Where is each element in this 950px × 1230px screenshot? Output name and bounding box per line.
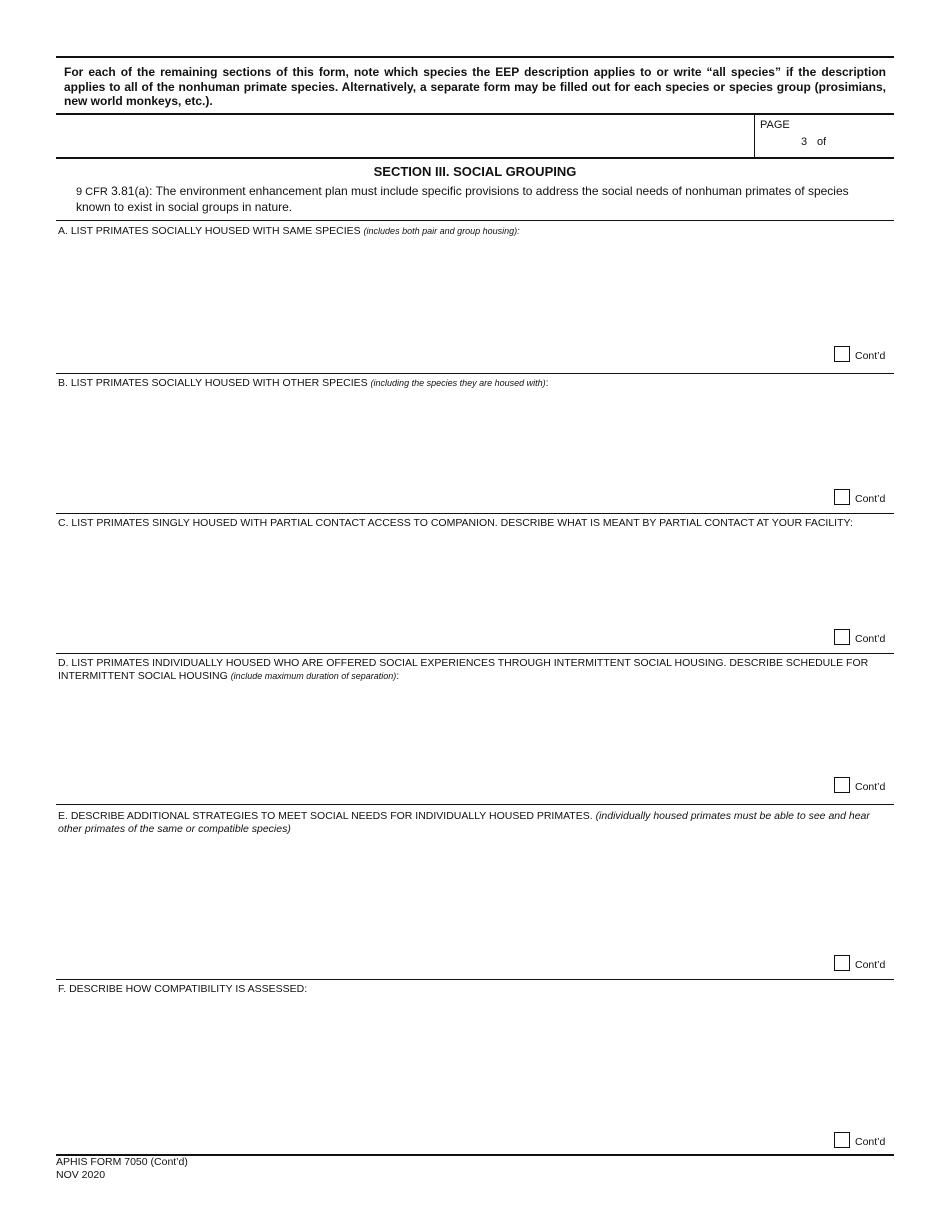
item-b-rule xyxy=(56,513,894,514)
contd-checkbox[interactable] xyxy=(834,955,850,971)
cfr-cite: 9 CFR xyxy=(76,186,108,198)
item-d-label: D. LIST PRIMATES INDIVIDUALLY HOUSED WHO ARE OFFERED SOCIAL EXPERIENCES THROUGH INTERMITTENT SOCIAL HOUSING. DESCRIBE SCHEDULE FOR INTERMITTENT SOCIAL HOUSING (include maximum duration of separation): xyxy=(58,657,869,682)
item-c-rule xyxy=(56,653,894,654)
item-a-label: A. LIST PRIMATES SOCIALLY HOUSED WITH SAME SPECIES (includes both pair and group housing): xyxy=(58,225,520,237)
page-number: 3 xyxy=(801,136,808,148)
item-d-contd[interactable] xyxy=(834,777,885,793)
contd-label: Cont’d xyxy=(855,493,886,505)
item-f-contd[interactable] xyxy=(834,1132,885,1148)
cfr-text: 3.81(a): The environment enhancement plan must include specific provisions to address the social needs of nonhuman primates of species known to exist in social groups in nature. xyxy=(76,184,849,214)
contd-label: Cont’d xyxy=(855,1136,886,1148)
contd-label: Cont’d xyxy=(855,781,886,793)
item-e-rule xyxy=(56,979,894,980)
item-e-label: E. DESCRIBE ADDITIONAL STRATEGIES TO MEET SOCIAL NEEDS FOR INDIVIDUALLY HOUSED PRIMATES. (individually housed primates must be able to see and hear other primates of the same or compatible species) xyxy=(58,810,870,835)
page-of: of xyxy=(817,136,827,148)
contd-checkbox[interactable] xyxy=(834,629,850,645)
section-title: SECTION III. SOCIAL GROUPING xyxy=(373,164,577,179)
form-footer xyxy=(56,1156,188,1181)
contd-checkbox[interactable] xyxy=(834,489,850,505)
contd-label: Cont’d xyxy=(855,633,886,645)
contd-checkbox[interactable] xyxy=(834,346,850,362)
contd-checkbox[interactable] xyxy=(834,1132,850,1148)
page-label: PAGE xyxy=(760,119,790,131)
form-date: NOV 2020 xyxy=(56,1168,106,1181)
cfr-reference xyxy=(76,184,886,215)
top-rule xyxy=(56,56,894,58)
item-e-contd[interactable] xyxy=(834,955,885,971)
item-b-contd[interactable] xyxy=(834,489,885,505)
item-b-label: B. LIST PRIMATES SOCIALLY HOUSED WITH OTHER SPECIES (including the species they are housed with): xyxy=(58,377,549,389)
form-number: APHIS FORM 7050 (Cont’d) xyxy=(56,1156,188,1168)
section-rule xyxy=(56,220,894,221)
contd-checkbox[interactable] xyxy=(834,777,850,793)
item-d-rule xyxy=(56,804,894,805)
item-c-label: C. LIST PRIMATES SINGLY HOUSED WITH PARTIAL CONTACT ACCESS TO COMPANION. DESCRIBE WHAT IS MEANT BY PARTIAL CONTACT AT YOUR FACILITY: xyxy=(58,517,853,529)
intro-instructions: For each of the remaining sections of this form, note which species the EEP description applies to or write “all species” if the description applies to all of the nonhuman primate species. Alternatively, a separate form may be filled out for each species or species group (prosimians, new world monkeys, etc.). xyxy=(64,65,886,108)
item-c-contd[interactable] xyxy=(834,629,885,645)
header-bottom-rule xyxy=(56,157,894,159)
item-f-label: F. DESCRIBE HOW COMPATIBILITY IS ASSESSED: xyxy=(58,983,308,995)
contd-label: Cont’d xyxy=(855,959,886,971)
page-box xyxy=(754,114,895,157)
item-a-contd[interactable] xyxy=(834,346,885,362)
item-a-rule xyxy=(56,373,894,374)
contd-label: Cont’d xyxy=(855,350,886,362)
